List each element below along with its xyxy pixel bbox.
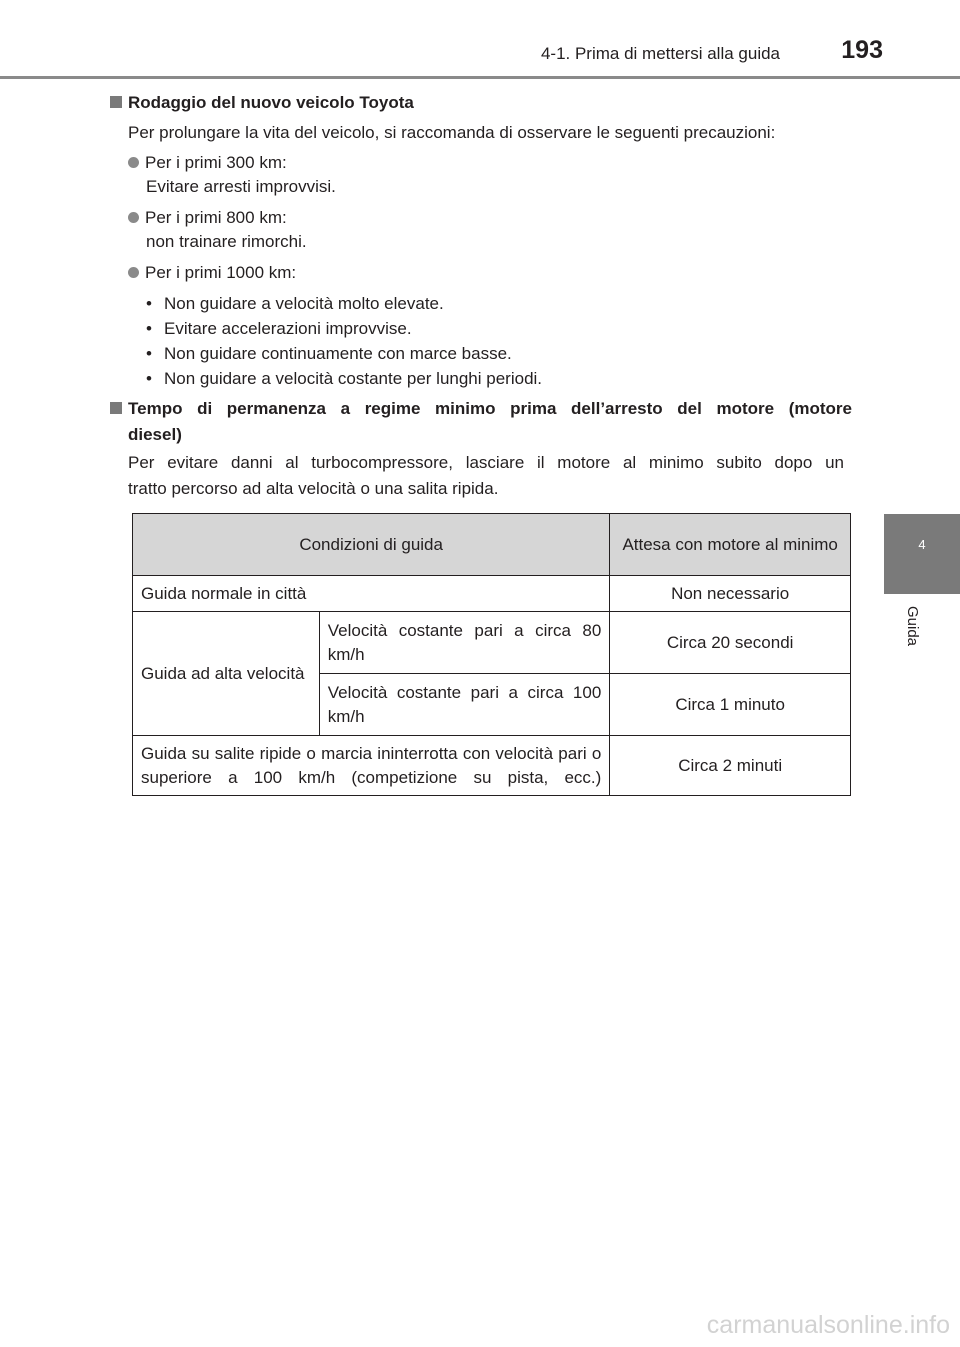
square-bullet-icon xyxy=(110,402,122,414)
table-cell: Velocità costante pari a circa 80 km/h xyxy=(319,612,610,674)
table-row xyxy=(133,612,851,674)
table-header-cell: Condizioni di guida xyxy=(133,514,610,576)
table-row xyxy=(133,736,851,796)
section-heading xyxy=(110,396,852,422)
chapter-label-text: Guida xyxy=(904,606,921,647)
bullet-title: Per i primi 300 km: xyxy=(145,153,287,172)
page-number: 193 xyxy=(841,36,883,64)
paragraph: Per prolungare la vita del veicolo, si raccomanda di osservare le seguenti precauzioni: xyxy=(128,123,776,142)
square-bullet-icon xyxy=(110,96,122,108)
bullet-text: non trainare rimorchi. xyxy=(146,232,307,251)
table-header-cell: Attesa con motore al minimo xyxy=(610,514,851,576)
bullet-text: Evitare arresti improvvisi. xyxy=(146,177,336,196)
table-cell: Guida normale in città xyxy=(133,576,610,612)
chapter-label xyxy=(904,606,920,656)
section-heading xyxy=(110,90,414,116)
chapter-tab xyxy=(884,514,960,594)
bullet-item xyxy=(128,150,287,176)
circle-bullet-icon xyxy=(128,157,139,168)
table-cell: Circa 2 minuti xyxy=(610,736,851,796)
circle-bullet-icon xyxy=(128,212,139,223)
paragraph-line: tratto percorso ad alta velocità o una salita ripida. xyxy=(128,479,499,498)
section-heading-text: Tempo di permanenza a regime minimo prima dell’arresto del motore (motore xyxy=(128,399,852,418)
table-cell: Circa 20 secondi xyxy=(610,612,851,674)
paragraph-line: Per evitare danni al turbocompressore, lasciare il motore al minimo subito dopo un xyxy=(128,453,844,472)
section-heading-continued: diesel) xyxy=(128,425,182,444)
bullet-title: Per i primi 1000 km: xyxy=(145,263,297,282)
list-item: • Evitare accelerazioni improvvise. xyxy=(146,319,412,338)
watermark: carmanualsonline.info xyxy=(706,1311,950,1339)
table-row xyxy=(133,576,851,612)
table-cell: Non necessario xyxy=(610,576,851,612)
table-cell: Velocità costante pari a circa 100 km/h xyxy=(319,674,610,736)
bullet-item xyxy=(128,205,287,231)
list-item: • Non guidare a velocità costante per lunghi periodi. xyxy=(146,369,543,388)
header-rule xyxy=(0,76,960,79)
table-header-row xyxy=(133,514,851,576)
list-item: • Non guidare a velocità molto elevate. xyxy=(146,294,444,313)
table-group-cell: Guida ad alta velocità xyxy=(133,612,320,736)
circle-bullet-icon xyxy=(128,267,139,278)
bullet-title: Per i primi 800 km: xyxy=(145,208,287,227)
idle-time-table xyxy=(132,513,851,796)
chapter-number: 4 xyxy=(918,537,926,552)
table-cell: Guida su salite ripide o marcia ininterrotta con velocità pari o superiore a 100 km/h (competizione su pista, ecc.) xyxy=(133,736,610,796)
header-title: 4-1. Prima di mettersi alla guida xyxy=(540,44,780,63)
list-item: • Non guidare continuamente con marce basse. xyxy=(146,344,512,363)
table-cell: Circa 1 minuto xyxy=(610,674,851,736)
bullet-item xyxy=(128,260,296,286)
section-heading-text: Rodaggio del nuovo veicolo Toyota xyxy=(128,93,414,112)
